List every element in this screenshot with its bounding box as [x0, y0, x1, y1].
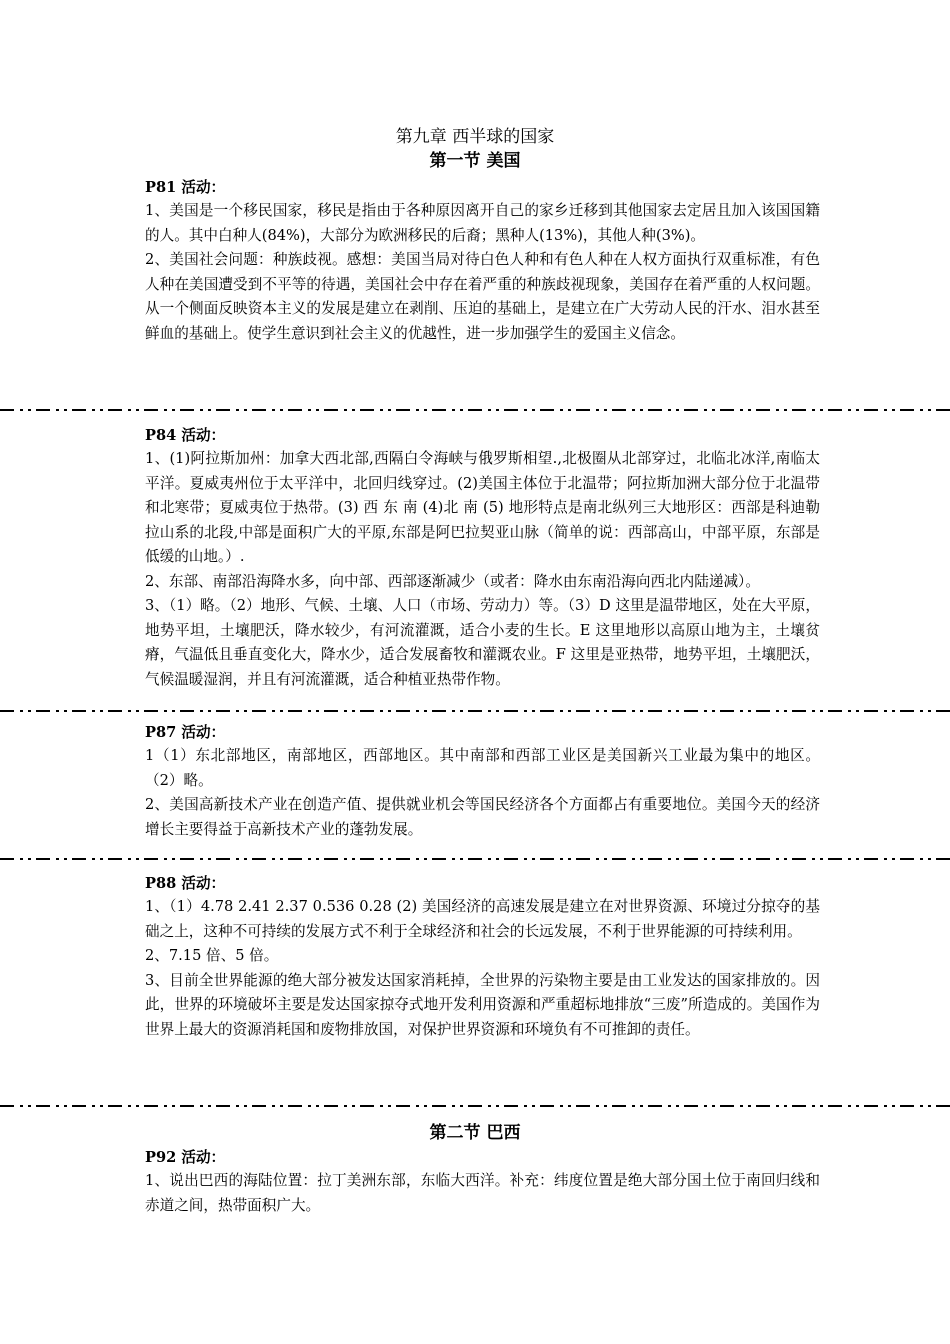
section-divider	[0, 1105, 950, 1107]
activity-heading: P92 活动：	[145, 1149, 226, 1166]
activity-heading: P84 活动：	[145, 427, 226, 444]
answer-paragraph: 2、7.15 倍、5 倍。	[145, 947, 279, 964]
section-title-brazil: 第二节 巴西	[429, 1123, 521, 1143]
section-title-usa: 第一节 美国	[429, 151, 521, 171]
answer-paragraph: 1、(1)阿拉斯加州：加拿大西北部,西隔白令海峡与俄罗斯相望.,北极圈从北部穿过，北临北冰洋,南临太平洋。夏威夷州位于太平洋中，北回归线穿过。(2)美国主体位于北温带；阿拉斯加洲大部分位于北温带和北寒带；夏威夷位于热带。(3) 西 东 南 (4)北 南 (5) 地形特点是南北纵列三大地形区：西部是科迪勒拉山系的北段,中部是面积广大的平原,东部是阿巴拉契亚山脉（简单的说：西部高山，中部平原，东部是低缓的山地。）.	[145, 450, 820, 565]
chapter-title: 第九章 西半球的国家	[395, 127, 555, 147]
answer-paragraph: 1、（1）4.78 2.41 2.37 0.536 0.28 (2) 美国经济的高速发展是建立在对世界资源、环境过分掠夺的基础之上，这种不可持续的发展方式不利于全球经济和社会的长远发展，不利于世界能源的可持续利用。	[145, 898, 820, 940]
activity-p88	[145, 873, 820, 1042]
answer-paragraph: 3、目前全世界能源的绝大部分被发达国家消耗掉，全世界的污染物主要是由工业发达的国家排放的。因此，世界的环境破坏主要是发达国家掠夺式地开发利用资源和严重超标地排放“三废”所造成的。美国作为世界上最大的资源消耗国和废物排放国，对保护世界资源和环境负有不可推卸的责任。	[145, 971, 820, 1038]
activity-p92	[145, 1147, 820, 1218]
answer-paragraph: 2、美国高新技术产业在创造产值、提供就业机会等国民经济各个方面都占有重要地位。美国今天的经济增长主要得益于高新技术产业的蓬勃发展。	[145, 796, 820, 838]
section-divider	[0, 710, 950, 712]
activity-p84	[145, 425, 820, 692]
section-divider	[0, 409, 950, 411]
answer-paragraph: 1、美国是一个移民国家，移民是指由于各种原因离开自己的家乡迁移到其他国家去定居且加入该国国籍的人。其中白种人(84%)，大部分为欧洲移民的后裔；黑种人(13%)，其他人种(3%)。	[145, 202, 820, 244]
answer-paragraph: 1、说出巴西的海陆位置：拉丁美洲东部，东临大西洋。补充：纬度位置是绝大部分国土位于南回归线和赤道之间，热带面积广大。	[145, 1172, 820, 1214]
answer-paragraph: 2、美国社会问题：种族歧视。感想：美国当局对待白色人种和有色人种在人权方面执行双重标准，有色人种在美国遭受到不平等的待遇，美国社会中存在着严重的种族歧视现象，美国存在着严重的人权问题。从一个侧面反映资本主义的发展是建立在剥削、压迫的基础上，是建立在广大劳动人民的汗水、泪水甚至鲜血的基础上。使学生意识到社会主义的优越性，进一步加强学生的爱国主义信念。	[145, 251, 820, 342]
activity-heading: P88 活动：	[145, 875, 226, 892]
answer-paragraph: 1（1）东北部地区，南部地区，西部地区。其中南部和西部工业区是美国新兴工业最为集中的地区。 （2）略。	[145, 747, 820, 789]
activity-p81	[145, 177, 820, 346]
activity-p87	[145, 722, 820, 842]
answer-paragraph: 2、东部、南部沿海降水多，向中部、西部逐渐减少（或者：降水由东南沿海向西北内陆递减）。	[145, 572, 760, 590]
answer-paragraph: 3、（1）略。（2）地形、气候、土壤、人口（市场、劳动力）等。（3）D 这里是温带地区，处在大平原，地势平坦，土壤肥沃，降水较少，有河流灌溉，适合小麦的生长。E 这里地形以高原山地为主，土壤贫瘠，气温低且垂直变化大，降水少，适合发展畜牧和灌溉农业。F 这里是亚热带，地势平坦，土壤肥沃，气候温暖湿润，并且有河流灌溉，适合种植亚热带作物。	[145, 597, 820, 688]
activity-heading: P81 活动：	[145, 179, 226, 196]
activity-heading: P87 活动：	[145, 724, 226, 741]
section-divider	[0, 858, 950, 860]
